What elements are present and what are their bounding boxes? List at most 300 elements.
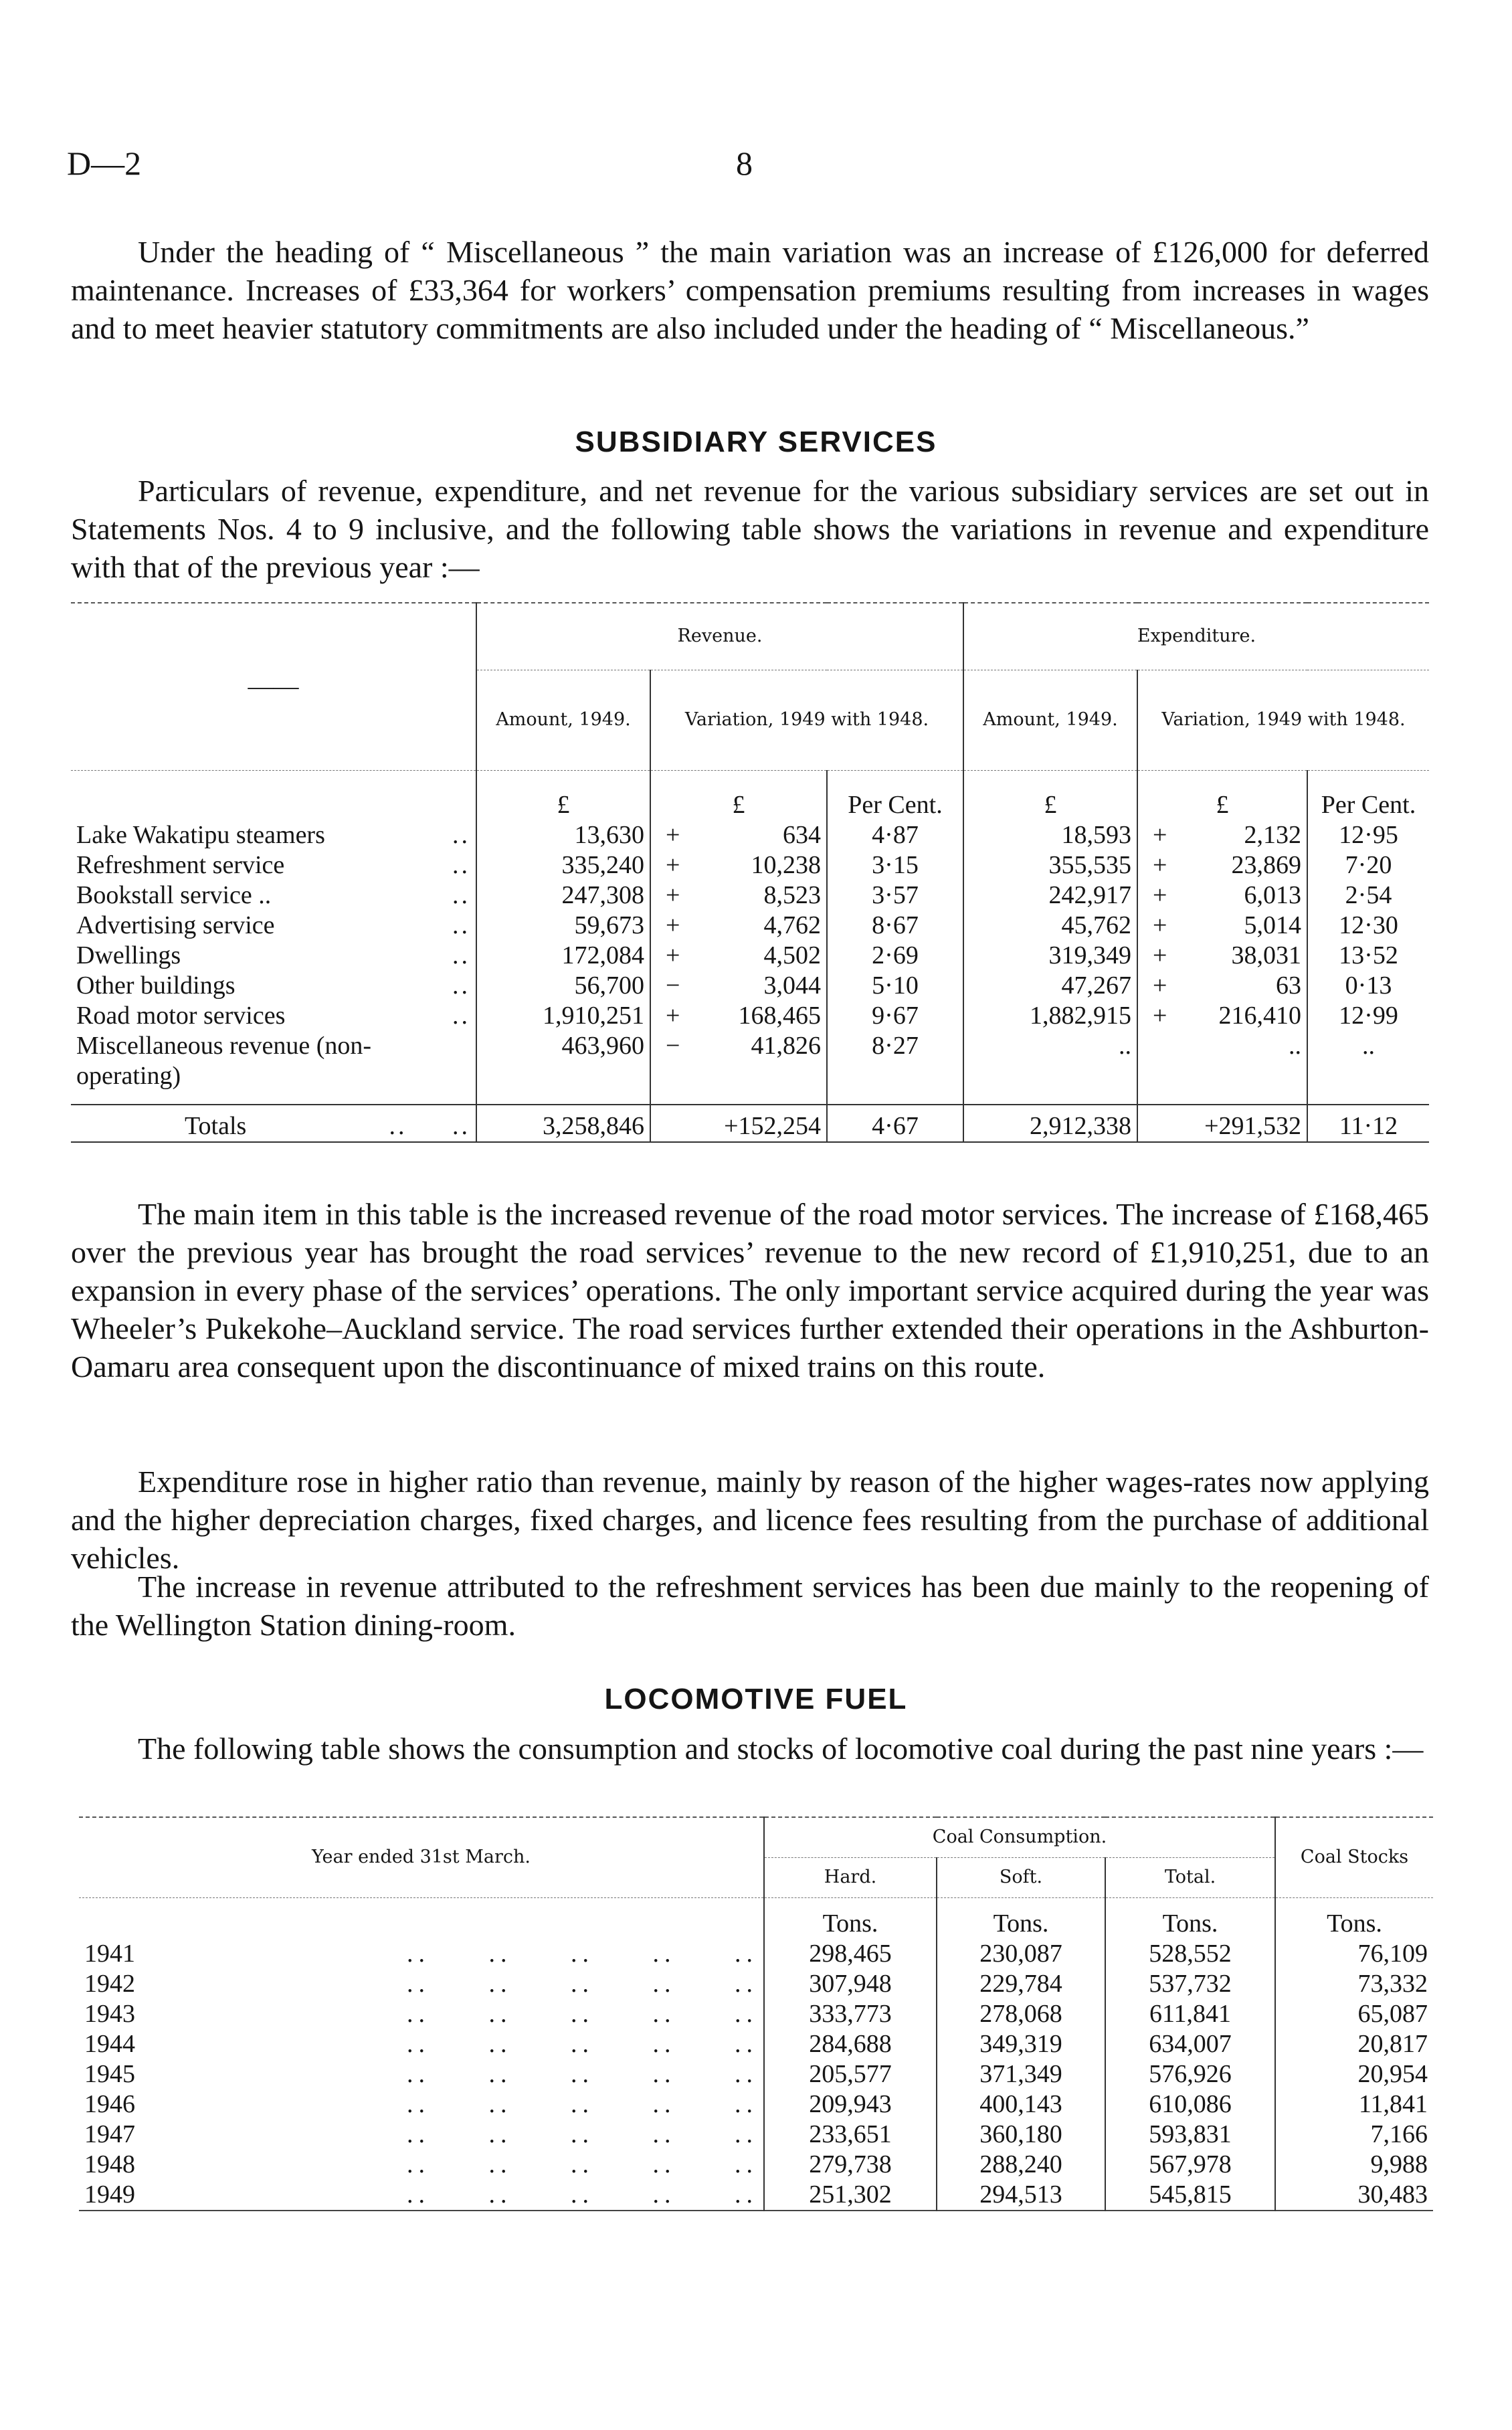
sign: + bbox=[1153, 881, 1167, 909]
expenditure-amount-text: 18,593 bbox=[1061, 821, 1131, 849]
expenditure-variation bbox=[1137, 1031, 1307, 1091]
service-name bbox=[71, 880, 476, 911]
sign: + bbox=[666, 1002, 680, 1030]
hard-coal-text: 307,948 bbox=[809, 1970, 892, 1998]
paragraph-expenditure bbox=[71, 1463, 1429, 1577]
sign: + bbox=[666, 821, 680, 849]
total-coal bbox=[1105, 1999, 1275, 2029]
expenditure-percent-text: 13·52 bbox=[1339, 941, 1398, 969]
total-expenditure-variation-text: +291,532 bbox=[1204, 1112, 1301, 1140]
service-name bbox=[71, 850, 476, 880]
total-coal-text: 611,841 bbox=[1149, 2000, 1232, 2028]
hard-coal bbox=[764, 1999, 937, 2029]
unit-label: Tons. bbox=[1275, 1897, 1433, 1939]
leader-dots: .. bbox=[452, 911, 470, 939]
expenditure-variation bbox=[1137, 850, 1307, 880]
total-revenue-variation bbox=[650, 1105, 827, 1142]
revenue-percent bbox=[827, 820, 963, 850]
total-coal-text: 537,732 bbox=[1149, 1970, 1232, 1998]
service-name-text: Other buildings bbox=[76, 971, 235, 1000]
expenditure-percent-text: .. bbox=[1362, 1032, 1375, 1060]
expenditure-amount bbox=[963, 850, 1137, 880]
revenue-amount-text: 172,084 bbox=[561, 941, 644, 969]
leader-dots: .. bbox=[452, 1002, 470, 1030]
coal-stocks bbox=[1275, 2180, 1433, 2211]
sign: + bbox=[666, 911, 680, 939]
expenditure-amount-text: 1,882,915 bbox=[1030, 1002, 1131, 1030]
expenditure-percent bbox=[1307, 1001, 1429, 1031]
revenue-percent-text: 8·67 bbox=[872, 911, 919, 939]
coal-stocks-text: 73,332 bbox=[1357, 1970, 1428, 1998]
soft-coal bbox=[937, 1939, 1105, 1969]
revenue-percent bbox=[827, 971, 963, 1001]
locomotive-coal-table bbox=[79, 1816, 1433, 2211]
expenditure-amount-text: .. bbox=[1119, 1032, 1131, 1060]
expenditure-percent bbox=[1307, 971, 1429, 1001]
soft-coal-text: 229,784 bbox=[979, 1970, 1062, 1998]
leader-dots: .. .. .. .. .. bbox=[407, 2090, 758, 2118]
expenditure-amount-text: 242,917 bbox=[1048, 881, 1131, 909]
paragraph-miscellaneous bbox=[71, 233, 1429, 347]
coal-stocks-text: 9,988 bbox=[1370, 2150, 1428, 2178]
revenue-percent bbox=[827, 1031, 963, 1091]
revenue-percent bbox=[827, 941, 963, 971]
hard-coal-text: 284,688 bbox=[809, 2030, 892, 2058]
hard-coal bbox=[764, 1939, 937, 1969]
paragraph-text: Under the heading of “ Miscellaneous ” the main variation was an increase of £126,000 for deferred maintenance. Increases of £33,364 for workers’ compensation premiums resulting from increases in wages and to meet heavier statutory commitments are also included under the heading of “ Miscellaneous.” bbox=[71, 235, 1429, 345]
sign: + bbox=[1153, 911, 1167, 939]
sign: + bbox=[666, 941, 680, 969]
revenue-amount bbox=[476, 911, 650, 941]
revenue-variation bbox=[650, 1001, 827, 1031]
paragraph-text: The main item in this table is the increased revenue of the road motor services. The increase of £168,465 over the previous year has brought the road services’ revenue to the new record of £1,910,251, due to an expansion in every phase of the services’ operations. The only important service acquired during the year was Wheeler’s Pukekohe–Auckland service. The road services further extended their operations in the Ashburton-Oamaru area consequent upon the discontinuance of mixed trains on this route. bbox=[71, 1197, 1429, 1384]
expenditure-percent-text: 0·13 bbox=[1345, 971, 1392, 1000]
coal-stocks-text: 20,817 bbox=[1357, 2030, 1428, 2058]
value: 63 bbox=[1276, 971, 1301, 1000]
year bbox=[79, 2089, 764, 2120]
expenditure-percent-text: 12·99 bbox=[1339, 1002, 1398, 1030]
soft-coal bbox=[937, 2029, 1105, 2059]
unit-label: Per Cent. bbox=[827, 770, 963, 820]
revenue-variation bbox=[650, 911, 827, 941]
year bbox=[79, 2059, 764, 2089]
expenditure-amount-text: 47,267 bbox=[1061, 971, 1131, 1000]
expenditure-amount-text: 45,762 bbox=[1061, 911, 1131, 939]
table-row bbox=[71, 971, 1429, 1001]
revenue-variation bbox=[650, 880, 827, 911]
leader-dots: .. bbox=[452, 881, 470, 909]
blank-cell bbox=[79, 1897, 764, 1939]
soft-coal bbox=[937, 2089, 1105, 2120]
expenditure-variation bbox=[1137, 1001, 1307, 1031]
expenditure-variation bbox=[1137, 971, 1307, 1001]
hard-header: Hard. bbox=[764, 1857, 937, 1897]
table-row bbox=[79, 2180, 1433, 2211]
year-text: 1941 bbox=[84, 1940, 135, 1968]
table-row bbox=[79, 2120, 1433, 2150]
year-text: 1947 bbox=[84, 2120, 135, 2148]
expenditure-amount-text: 355,535 bbox=[1048, 851, 1131, 879]
total-revenue bbox=[476, 1105, 650, 1142]
revenue-percent-text: 4·87 bbox=[872, 821, 919, 849]
revenue-amount-text: 56,700 bbox=[574, 971, 644, 1000]
total-coal-text: 567,978 bbox=[1149, 2150, 1232, 2178]
soft-coal bbox=[937, 2120, 1105, 2150]
sign: + bbox=[1153, 941, 1167, 969]
hard-coal-text: 209,943 bbox=[809, 2090, 892, 2118]
stub-header: —— bbox=[248, 672, 299, 700]
service-name-text: Miscellaneous revenue (non-operating) bbox=[76, 1032, 372, 1090]
soft-coal-text: 294,513 bbox=[979, 2180, 1062, 2209]
service-name bbox=[71, 1031, 476, 1091]
expenditure-percent bbox=[1307, 911, 1429, 941]
year bbox=[79, 2150, 764, 2180]
coal-stocks-text: 65,087 bbox=[1357, 2000, 1428, 2028]
revenue-variation bbox=[650, 850, 827, 880]
year-text: 1942 bbox=[84, 1970, 135, 1998]
coal-stocks bbox=[1275, 2059, 1433, 2089]
hard-coal-text: 333,773 bbox=[809, 2000, 892, 2028]
total-coal bbox=[1105, 2150, 1275, 2180]
expenditure-percent bbox=[1307, 850, 1429, 880]
expenditure-percent-text: 2·54 bbox=[1345, 881, 1392, 909]
revenue-amount bbox=[476, 850, 650, 880]
revenue-variation bbox=[650, 971, 827, 1001]
soft-coal-text: 400,143 bbox=[979, 2090, 1062, 2118]
unit-label: £ bbox=[650, 770, 827, 820]
year bbox=[79, 1969, 764, 1999]
coal-stocks-text: 30,483 bbox=[1357, 2180, 1428, 2209]
revenue-amount-text: 13,630 bbox=[574, 821, 644, 849]
paragraph-text: The following table shows the consumption and stocks of locomotive coal during the past nine years :— bbox=[138, 1732, 1424, 1766]
revenue-percent-text: 9·67 bbox=[872, 1002, 919, 1030]
total-coal bbox=[1105, 2180, 1275, 2211]
service-name-text: Road motor services bbox=[76, 1002, 286, 1030]
coal-stocks-text: 20,954 bbox=[1357, 2060, 1428, 2088]
revenue-header: Revenue. bbox=[476, 603, 963, 670]
blank-cell bbox=[71, 770, 476, 820]
value: 41,826 bbox=[751, 1032, 821, 1060]
value: .. bbox=[1289, 1032, 1301, 1060]
paragraph-road-motor bbox=[71, 1195, 1429, 1386]
paragraph-text: The increase in revenue attributed to the refreshment services has been due mainly to the reopening of the Wellington Station dining-room. bbox=[71, 1570, 1429, 1642]
table-row bbox=[71, 880, 1429, 911]
expenditure-percent bbox=[1307, 880, 1429, 911]
table-row bbox=[79, 1999, 1433, 2029]
coal-stocks bbox=[1275, 2120, 1433, 2150]
expenditure-variation bbox=[1137, 941, 1307, 971]
year-text: 1945 bbox=[84, 2060, 135, 2088]
expenditure-amount bbox=[963, 820, 1137, 850]
table-row bbox=[71, 1031, 1429, 1091]
hard-coal bbox=[764, 2029, 937, 2059]
value: 5,014 bbox=[1244, 911, 1301, 939]
unit-label: Tons. bbox=[764, 1897, 937, 1939]
year bbox=[79, 2120, 764, 2150]
unit-label: Tons. bbox=[1105, 1897, 1275, 1939]
value: 10,238 bbox=[751, 851, 821, 879]
table-row bbox=[79, 2059, 1433, 2089]
soft-header: Soft. bbox=[937, 1857, 1105, 1897]
leader-dots: .. bbox=[452, 821, 470, 849]
service-name-text: Lake Wakatipu steamers bbox=[76, 821, 325, 849]
revenue-amount-text: 59,673 bbox=[574, 911, 644, 939]
hard-coal-text: 298,465 bbox=[809, 1940, 892, 1968]
expenditure-percent-text: 7·20 bbox=[1345, 851, 1392, 879]
leader-dots: .. .. .. .. .. bbox=[407, 2030, 758, 2058]
unit-label: Tons. bbox=[937, 1897, 1105, 1939]
leader-dots: .. .. bbox=[389, 1112, 470, 1140]
unit-label: £ bbox=[1137, 770, 1307, 820]
revenue-amount bbox=[476, 1001, 650, 1031]
total-coal-text: 634,007 bbox=[1149, 2030, 1232, 2058]
leader-dots: .. .. .. .. .. bbox=[407, 2060, 758, 2088]
value: 38,031 bbox=[1231, 941, 1301, 969]
leader-dots: .. .. .. .. .. bbox=[407, 1970, 758, 1998]
leader-dots: .. .. .. .. .. bbox=[407, 2150, 758, 2178]
total-expenditure-variation bbox=[1137, 1105, 1307, 1142]
leader-dots: .. .. .. .. .. bbox=[407, 1940, 758, 1968]
sign: − bbox=[666, 971, 680, 1000]
coal-consumption-header: Coal Consumption. bbox=[764, 1817, 1275, 1857]
expenditure-variation bbox=[1137, 880, 1307, 911]
table-row bbox=[71, 820, 1429, 850]
expenditure-amount-header: Amount, 1949. bbox=[963, 670, 1137, 770]
value: 2,132 bbox=[1244, 821, 1301, 849]
revenue-percent bbox=[827, 850, 963, 880]
coal-stocks bbox=[1275, 2089, 1433, 2120]
coal-stocks bbox=[1275, 2150, 1433, 2180]
value: 4,762 bbox=[763, 911, 821, 939]
coal-stocks-text: 76,109 bbox=[1357, 1940, 1428, 1968]
total-coal bbox=[1105, 1969, 1275, 1999]
table-row bbox=[79, 2089, 1433, 2120]
revenue-amount bbox=[476, 941, 650, 971]
paragraph-refreshment bbox=[71, 1568, 1429, 1644]
table-row bbox=[71, 1001, 1429, 1031]
value: 23,869 bbox=[1231, 851, 1301, 879]
sign: + bbox=[1153, 821, 1167, 849]
expenditure-variation bbox=[1137, 911, 1307, 941]
table-row bbox=[79, 2029, 1433, 2059]
revenue-amount-header: Amount, 1949. bbox=[476, 670, 650, 770]
hard-coal bbox=[764, 1969, 937, 1999]
leader-dots: .. bbox=[452, 971, 470, 1000]
revenue-percent-text: 3·57 bbox=[872, 881, 919, 909]
service-name bbox=[71, 911, 476, 941]
year bbox=[79, 2029, 764, 2059]
revenue-amount bbox=[476, 971, 650, 1001]
revenue-amount bbox=[476, 880, 650, 911]
soft-coal-text: 288,240 bbox=[979, 2150, 1062, 2178]
leader-dots: .. .. .. .. .. bbox=[407, 2120, 758, 2148]
hard-coal bbox=[764, 2150, 937, 2180]
coal-stocks bbox=[1275, 1999, 1433, 2029]
total-coal-text: 593,831 bbox=[1149, 2120, 1232, 2148]
value: 4,502 bbox=[763, 941, 821, 969]
table-row bbox=[71, 941, 1429, 971]
total-coal bbox=[1105, 2120, 1275, 2150]
soft-coal-text: 360,180 bbox=[979, 2120, 1062, 2148]
totals-label bbox=[71, 1105, 476, 1142]
value: 6,013 bbox=[1244, 881, 1301, 909]
year-text: 1948 bbox=[84, 2150, 135, 2178]
hard-coal bbox=[764, 2059, 937, 2089]
soft-coal-text: 349,319 bbox=[979, 2030, 1062, 2058]
revenue-percent-text: 3·15 bbox=[872, 851, 919, 879]
leader-dots: .. bbox=[452, 941, 470, 969]
revenue-percent-text: 5·10 bbox=[872, 971, 919, 1000]
hard-coal-text: 233,651 bbox=[809, 2120, 892, 2148]
year bbox=[79, 1939, 764, 1969]
coal-stocks-text: 7,166 bbox=[1370, 2120, 1428, 2148]
totals-label-text: Totals bbox=[185, 1112, 247, 1140]
total-expenditure-text: 2,912,338 bbox=[1030, 1112, 1131, 1140]
table-row bbox=[71, 850, 1429, 880]
expenditure-amount bbox=[963, 1031, 1137, 1091]
paragraph-text: Particulars of revenue, expenditure, and net revenue for the various subsidiary services are set out in Statements Nos. 4 to 9 inclusive, and the following table shows the variations in revenue and expenditure with that of the previous year :— bbox=[71, 474, 1429, 584]
value: 216,410 bbox=[1218, 1002, 1301, 1030]
hard-coal bbox=[764, 2180, 937, 2211]
total-coal bbox=[1105, 2059, 1275, 2089]
total-revenue-percent-text: 4·67 bbox=[872, 1112, 919, 1140]
soft-coal bbox=[937, 1999, 1105, 2029]
expenditure-variation bbox=[1137, 820, 1307, 850]
total-revenue-variation-text: +152,254 bbox=[724, 1112, 821, 1140]
service-name bbox=[71, 971, 476, 1001]
total-expenditure-percent-text: 11·12 bbox=[1339, 1112, 1398, 1140]
total-expenditure bbox=[963, 1105, 1137, 1142]
expenditure-percent bbox=[1307, 820, 1429, 850]
soft-coal bbox=[937, 2059, 1105, 2089]
total-expenditure-percent bbox=[1307, 1105, 1429, 1142]
service-name bbox=[71, 1001, 476, 1031]
coal-stocks-text: 11,841 bbox=[1358, 2090, 1428, 2118]
expenditure-amount bbox=[963, 971, 1137, 1001]
year bbox=[79, 1999, 764, 2029]
hard-coal bbox=[764, 2089, 937, 2120]
subsidiary-services-table bbox=[71, 602, 1429, 1143]
year-text: 1946 bbox=[84, 2090, 135, 2118]
leader-dots: .. .. .. .. .. bbox=[407, 2000, 758, 2028]
soft-coal bbox=[937, 1969, 1105, 1999]
revenue-amount bbox=[476, 820, 650, 850]
expenditure-amount bbox=[963, 880, 1137, 911]
value: 3,044 bbox=[763, 971, 821, 1000]
total-header: Total. bbox=[1105, 1857, 1275, 1897]
revenue-percent bbox=[827, 880, 963, 911]
service-name-text: Dwellings bbox=[76, 941, 181, 969]
expenditure-percent bbox=[1307, 941, 1429, 971]
sign: + bbox=[1153, 851, 1167, 879]
totals-row bbox=[71, 1105, 1429, 1142]
value: 634 bbox=[783, 821, 821, 849]
table-row bbox=[79, 2150, 1433, 2180]
coal-stocks bbox=[1275, 2029, 1433, 2059]
table-row bbox=[79, 1939, 1433, 1969]
coal-stocks-header: Coal Stocks bbox=[1275, 1817, 1433, 1897]
soft-coal bbox=[937, 2150, 1105, 2180]
paragraph-text: Expenditure rose in higher ratio than revenue, mainly by reason of the higher wages-rates now applying and the higher depreciation charges, fixed charges, and licence fees resulting from the purchase of additional vehicles. bbox=[71, 1465, 1429, 1575]
expenditure-percent bbox=[1307, 1031, 1429, 1091]
value: 168,465 bbox=[738, 1002, 821, 1030]
heading-subsidiary-services: SUBSIDIARY SERVICES bbox=[575, 426, 937, 458]
revenue-amount-text: 247,308 bbox=[561, 881, 644, 909]
coal-stocks bbox=[1275, 1969, 1433, 1999]
coal-stocks bbox=[1275, 1939, 1433, 1969]
table-row bbox=[71, 911, 1429, 941]
year-header: Year ended 31st March. bbox=[312, 1847, 531, 1868]
total-revenue-percent bbox=[827, 1105, 963, 1142]
value: 8,523 bbox=[763, 881, 821, 909]
year-text: 1943 bbox=[84, 2000, 135, 2028]
hard-coal-text: 205,577 bbox=[809, 2060, 892, 2088]
expenditure-amount bbox=[963, 911, 1137, 941]
revenue-amount bbox=[476, 1031, 650, 1091]
service-name-text: Bookstall service .. bbox=[76, 881, 272, 909]
hard-coal bbox=[764, 2120, 937, 2150]
hard-coal-text: 251,302 bbox=[809, 2180, 892, 2209]
expenditure-amount bbox=[963, 1001, 1137, 1031]
paragraph-fuel-intro bbox=[71, 1730, 1429, 1768]
service-name-text: Advertising service bbox=[76, 911, 275, 939]
year-text: 1949 bbox=[84, 2180, 135, 2209]
sign: + bbox=[666, 881, 680, 909]
total-coal bbox=[1105, 2029, 1275, 2059]
revenue-amount-text: 335,240 bbox=[561, 851, 644, 879]
revenue-percent-text: 8·27 bbox=[872, 1032, 919, 1060]
revenue-variation bbox=[650, 1031, 827, 1091]
unit-label: £ bbox=[476, 770, 650, 820]
total-coal-text: 528,552 bbox=[1149, 1940, 1232, 1968]
revenue-variation-header: Variation, 1949 with 1948. bbox=[650, 670, 963, 770]
total-coal-text: 610,086 bbox=[1149, 2090, 1232, 2118]
expenditure-variation-header: Variation, 1949 with 1948. bbox=[1137, 670, 1429, 770]
total-coal bbox=[1105, 2089, 1275, 2120]
heading-locomotive-fuel: LOCOMOTIVE FUEL bbox=[604, 1683, 908, 1715]
revenue-variation bbox=[650, 941, 827, 971]
paragraph-subsidiary-intro bbox=[71, 472, 1429, 586]
revenue-percent bbox=[827, 911, 963, 941]
service-name bbox=[71, 941, 476, 971]
leader-dots: .. .. .. .. .. bbox=[407, 2180, 758, 2209]
revenue-variation bbox=[650, 820, 827, 850]
total-coal bbox=[1105, 1939, 1275, 1969]
year bbox=[79, 2180, 764, 2211]
expenditure-percent-text: 12·95 bbox=[1339, 821, 1398, 849]
total-revenue-text: 3,258,846 bbox=[543, 1112, 644, 1140]
service-name bbox=[71, 820, 476, 850]
sign: + bbox=[1153, 1002, 1167, 1030]
soft-coal-text: 230,087 bbox=[979, 1940, 1062, 1968]
soft-coal-text: 371,349 bbox=[979, 2060, 1062, 2088]
expenditure-header: Expenditure. bbox=[963, 603, 1429, 670]
unit-label: Per Cent. bbox=[1307, 770, 1429, 820]
expenditure-amount bbox=[963, 941, 1137, 971]
year-text: 1944 bbox=[84, 2030, 135, 2058]
leader-dots: .. bbox=[452, 851, 470, 879]
total-coal-text: 545,815 bbox=[1149, 2180, 1232, 2209]
hard-coal-text: 279,738 bbox=[809, 2150, 892, 2178]
total-coal-text: 576,926 bbox=[1149, 2060, 1232, 2088]
soft-coal-text: 278,068 bbox=[979, 2000, 1062, 2028]
revenue-amount-text: 463,960 bbox=[561, 1032, 644, 1060]
sign: − bbox=[666, 1032, 680, 1060]
page-number: 8 bbox=[736, 145, 753, 182]
sign: + bbox=[1153, 971, 1167, 1000]
expenditure-percent-text: 12·30 bbox=[1339, 911, 1398, 939]
unit-label: £ bbox=[963, 770, 1137, 820]
